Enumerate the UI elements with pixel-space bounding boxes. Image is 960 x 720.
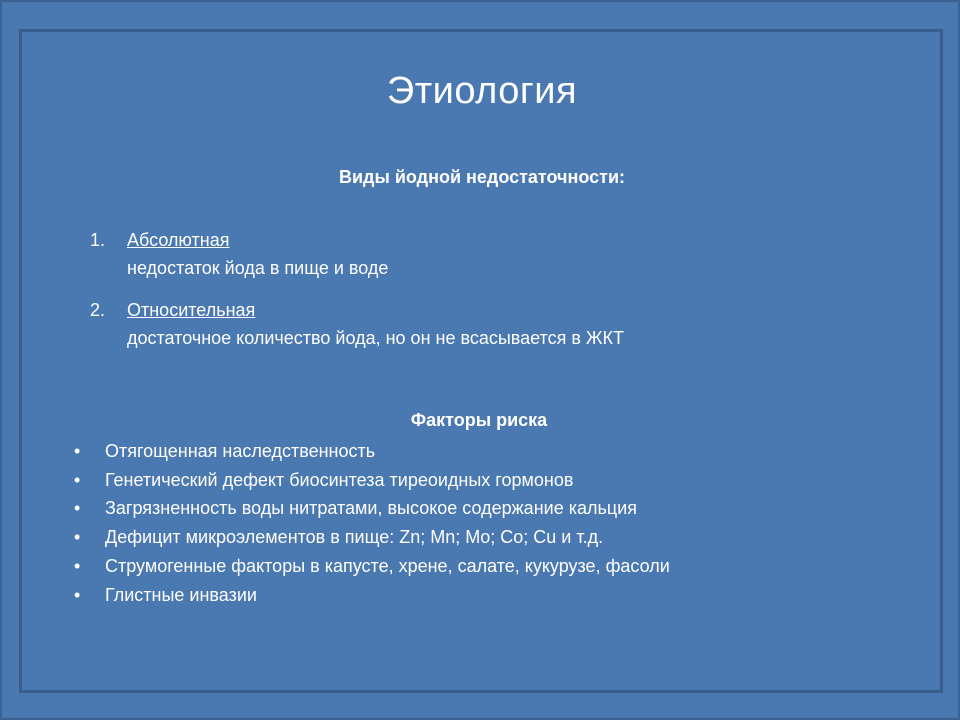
list-item <box>74 466 894 495</box>
list-number: 1. <box>90 230 106 250</box>
bullet-icon: • <box>74 527 81 548</box>
types-list <box>90 226 890 366</box>
risk-factors-heading: Факторы риска <box>410 410 548 430</box>
risk-factor-text: Глистные инвазии <box>105 584 257 605</box>
risk-factor-text: Струмогенные факторы в капусте, хрене, салате, кукурузе, фасоли <box>105 555 670 576</box>
list-item <box>74 437 894 466</box>
list-item <box>90 296 890 352</box>
type-description: достаточное количество йода, но он не всасывается в ЖКТ <box>127 328 625 348</box>
bullet-icon: • <box>74 441 81 461</box>
list-item <box>74 552 894 581</box>
types-subtitle: Виды йодной недостаточности: <box>338 167 626 187</box>
bullet-icon: • <box>74 584 81 605</box>
risk-factor-text: Загрязненность воды нитратами, высокое содержание кальция <box>105 498 637 519</box>
slide-title: Этиология <box>386 70 578 112</box>
list-number: 2. <box>90 300 106 320</box>
bullet-icon: • <box>74 469 81 490</box>
bullet-icon: • <box>74 498 81 519</box>
list-item <box>90 226 890 282</box>
risk-factor-text: Генетический дефект биосинтеза тиреоидных гормонов <box>105 469 574 490</box>
risk-factors-list <box>74 437 894 609</box>
list-item <box>74 523 894 552</box>
list-item <box>74 581 894 610</box>
list-item <box>74 494 894 523</box>
risk-factor-text: Дефицит микроэлементов в пище: Zn; Mn; Mo; Co; Cu и т.д. <box>105 527 604 548</box>
type-name: Относительная <box>127 300 256 320</box>
bullet-icon: • <box>74 555 81 576</box>
risk-factor-text: Отягощенная наследственность <box>105 441 376 461</box>
type-name: Абсолютная <box>127 230 230 250</box>
type-description: недостаток йода в пище и воде <box>127 258 389 278</box>
